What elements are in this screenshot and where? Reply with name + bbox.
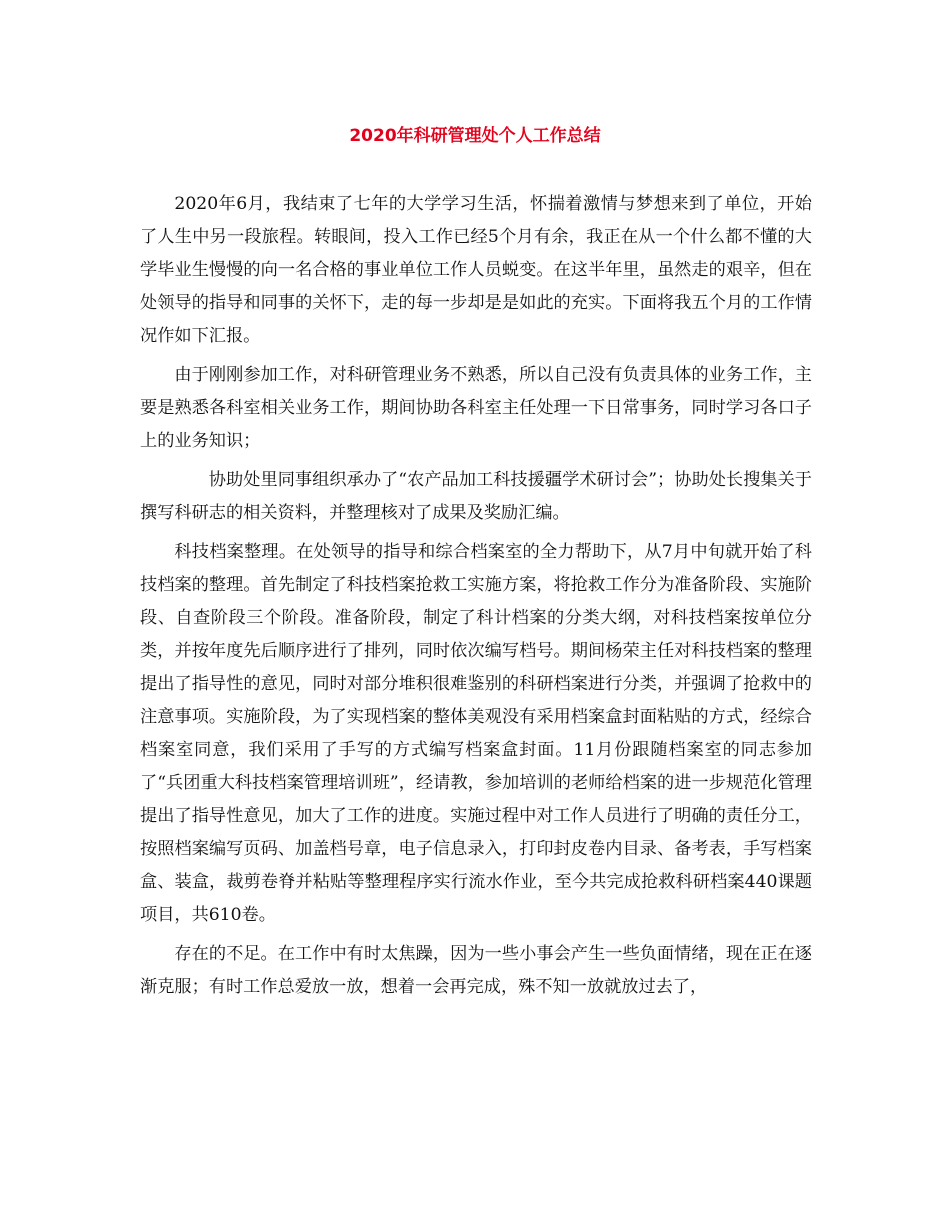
paragraph-intro: 2020年6月，我结束了七年的大学学习生活，怀揣着激情与梦想来到了单位，开始了人生中另一段旅程。转眼间，投入工作已经5个月有余，我正在从一个什么都不懂的大学毕业生慢慢的向一名合格的事业单位工作人员蜕变。在这半年里，虽然走的艰辛，但在处领导的指导和同事的关怀下，走的每一步却是是如此的充实。下面将我五个月的工作情况作如下汇报。 — [140, 194, 812, 346]
document-body — [140, 188, 812, 1010]
paragraph-daily-work: 由于刚刚参加工作，对科研管理业务不熟悉，所以自己没有负责具体的业务工作，主要是熟悉各科室相关业务工作，期间协助各科室主任处理一下日常事务，同时学习各口子上的业务知识； — [140, 365, 812, 451]
paragraph-shortcomings: 存在的不足。在工作中有时太焦躁，因为一些小事会产生一些负面情绪，现在正在逐渐克服；有时工作总爱放一放，想着一会再完成，殊不知一放就放过去了， — [140, 944, 812, 997]
document-title: 2020年科研管理处个人工作总结 — [349, 126, 601, 146]
paragraph-assist-colleagues: 协助处里同事组织承办了“农产品加工科技援疆学术研讨会”；协助处长搜集关于撰写科研志的相关资料，并整理核对了成果及奖励汇编。 — [140, 470, 812, 523]
paragraph-archive-organization: 科技档案整理。在处领导的指导和综合档案室的全力帮助下，从7月中旬就开始了科技档案的整理。首先制定了科技档案抢救工实施方案，将抢救工作分为准备阶段、实施阶段、自查阶段三个阶段。准备阶段，制定了科计档案的分类大纲，对科技档案按单位分类，并按年度先后顺序进行了排列，同时依次编写档号。期间杨荣主任对科技档案的整理提出了指导性的意见，同时对部分堆积很难鉴别的科研档案进行分类，并强调了抢救中的注意事项。实施阶段，为了实现档案的整体美观没有采用档案盒封面粘贴的方式，经综合档案室同意，我们采用了手写的方式编写档案盒封面。11月份跟随档案室的同志参加了“兵团重大科技档案管理培训班”，经请教，参加培训的老师给档案的进一步规范化管理提出了指导性意见，加大了工作的进度。实施过程中对工作人员进行了明确的责任分工，按照档案编写页码、加盖档号章，电子信息录入，打印封皮卷内目录、备考表，手写档案盒、装盒，裁剪卷脊并粘贴等整理程序实行流水作业，至今共完成抢救科研档案440课题项目，共610卷。 — [140, 542, 812, 925]
